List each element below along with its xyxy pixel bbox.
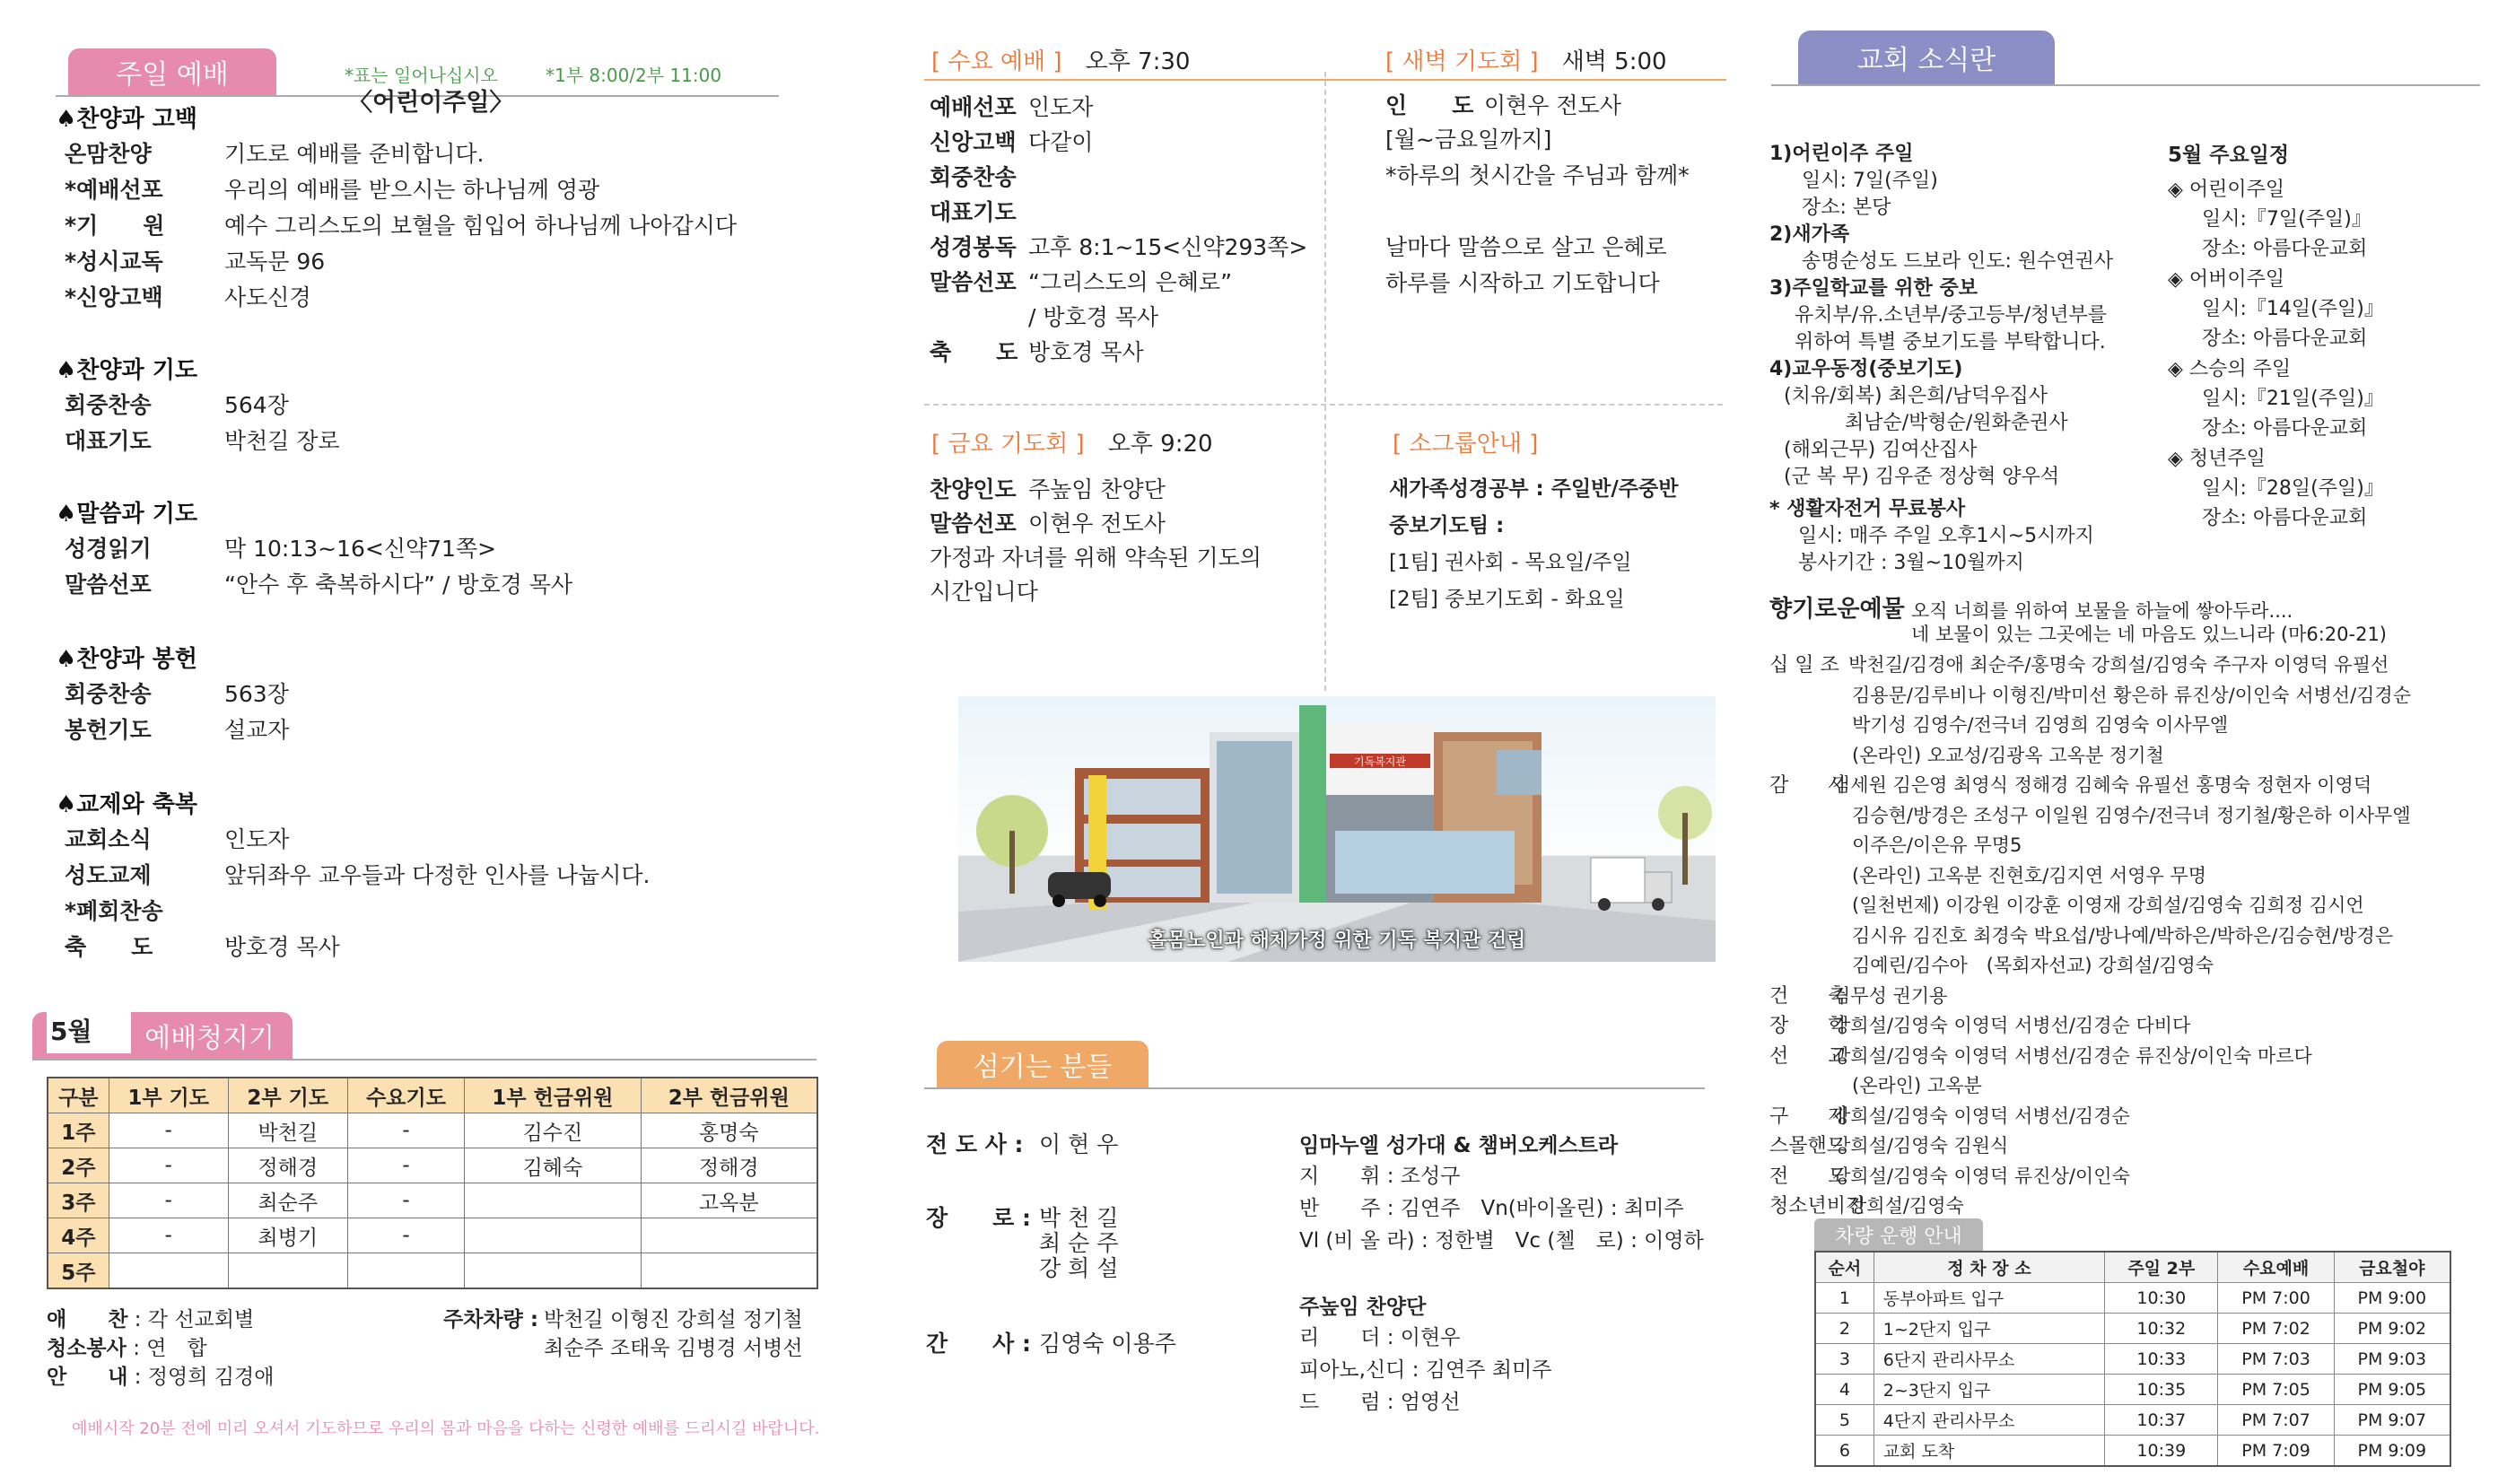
wed-order-label: 회중찬송 [930,164,1017,190]
roster-cell: - [347,1148,465,1183]
car-cell: 1~2단지 입구 [1874,1314,2104,1344]
roster-row [48,1113,817,1148]
wed-order-row [930,160,1028,192]
order-row [65,423,340,456]
roster-cell: 최병기 [228,1218,347,1253]
roster-row [48,1183,817,1218]
order-row [65,136,485,169]
roster-cell [228,1253,347,1289]
order-row [65,822,289,854]
car-header: 순서 [1815,1252,1874,1283]
news-rule [1771,84,2480,86]
order-value: 교독문 96 [224,249,326,275]
offering-verse-2: 네 보물이 있는 그곳에는 네 마음도 있느니라 (마6:20-21) [1911,624,2388,645]
offering-names: (온라인) 고옥분 [1852,1075,1982,1096]
car-cell: 동부아파트 입구 [1874,1283,2104,1314]
schedule-date: 일시:『7일(주일)』 [2202,208,2371,231]
dawn-title: [ 새벽 기도회 ] 새벽 5:00 [1385,48,1667,75]
wed-rule [924,79,1726,81]
car-cell: 6 [1815,1436,1874,1467]
dawn-line: 하루를 시작하고 기도합니다 [1385,270,1660,296]
schedule-place: 장소: 아름다운교회 [2202,507,2368,529]
car-header: 주일 2부 [2105,1252,2218,1283]
roster-table [47,1077,818,1289]
wed-order-row [930,265,1232,297]
car-row [1815,1344,2450,1375]
order-value: 564장 [224,392,289,418]
wed-order-value: 다같이 [1028,129,1094,155]
order-value: “안수 후 축복하시다” / 방호경 목사 [224,572,573,598]
order-row [65,244,325,276]
roster-cell: - [109,1183,228,1218]
fri-title: [ 금요 기도회 ] 오후 9:20 [931,431,1213,458]
offering-names: 김시유 김진호 최경숙 박요섭/방나예/박하은/박하은/김승현/방경은 [1852,924,2394,947]
choir-row: 애 찬 : 각 선교회별 [47,1308,255,1331]
offering-names: 강희설/김영숙 김원식 [1832,1135,2009,1157]
wed-order-label: 대표기도 [930,199,1017,225]
order-value: 설교자 [224,717,290,743]
offering-category: 장 학 [1769,1015,1847,1037]
fri-order-label: 말씀선포 [930,511,1017,537]
wed-order-label: 예배선포 [930,94,1017,120]
car-cell: 1 [1815,1283,1874,1314]
schedule-place: 장소: 아름다운교회 [2202,238,2368,260]
schedule-name: ◈ 스승의 주일 [2168,358,2292,380]
roster-cell: - [109,1218,228,1253]
order-value: 방호경 목사 [224,934,340,960]
wed-order-row [930,300,1158,332]
roster-cell: 1주 [48,1113,109,1148]
roster-cell: 5주 [48,1253,109,1289]
news-item-line: (치유/회복) 최은희/남덕우집사 [1784,385,2048,407]
roster-pill: 예배청지기 [32,1012,293,1059]
order-label: *폐회찬송 [65,898,163,924]
order-label: *예배선포 [65,177,163,203]
fri-order-label: 찬양인도 [930,476,1017,502]
order-label: 대표기도 [65,428,152,454]
elder-name: 강 희 설 [1039,1255,1119,1281]
car-cell: 6단지 관리사무소 [1874,1344,2104,1375]
car-cell: PM 7:02 [2218,1314,2334,1344]
fri-line: 가정과 자녀를 위해 약속된 기도의 [930,545,1262,571]
order-value: 563장 [224,681,289,707]
order-row [65,712,289,745]
offering-names: 강희설/김영숙 이영덕 서병선/김경순 류진상/이인숙 마르다 [1832,1044,2312,1067]
order-label: 교회소식 [65,826,152,852]
section-title: ♠찬양과 봉헌 [56,646,197,673]
roster-cell [465,1218,641,1253]
praise-line: 리 더 : 이현우 [1299,1326,1461,1349]
car-row [1815,1283,2450,1314]
offering-names: 박기성 김영수/전극녀 김영희 김영숙 이사무엘 [1852,714,2229,736]
roster-cell [465,1253,641,1289]
offering-names: (온라인) 오교성/김광옥 고옥분 정기철 [1852,744,2164,766]
dawn-line: 날마다 말씀으로 살고 은혜로 [1385,234,1667,260]
mid-horizontal-divider [924,404,1723,406]
fri-order-row [930,506,1166,538]
order-value: 박천길 장로 [224,428,340,454]
small-group-title: [ 소그룹안내 ] [1393,431,1539,458]
order-label: 봉헌기도 [65,717,152,743]
offering-names: 강희설/김영숙 이영덕 서병선/김경순 다비다 [1832,1015,2191,1036]
choir-line: 반 주 : 김연주 Vn(바이올린) : 최미주 [1299,1197,1684,1220]
order-row [65,388,289,420]
small-group-line: 중보기도팀 : [1389,514,1505,537]
bike-title: * 생활자전거 무료봉사 [1769,498,1966,520]
offering-names: (온라인) 고옥분 진현호/김지연 서영우 무명 [1852,864,2207,886]
wed-order-value: 인도자 [1028,94,1094,120]
fri-order-value: 이현우 전도사 [1028,511,1166,537]
section-title: ♠말씀과 기도 [56,501,197,528]
order-label: *기 원 [65,213,165,239]
offering-names: 김용문/김루비나 이형진/박미선 황은하 류진상/이인숙 서병선/김경순 [1852,684,2412,706]
wed-order-row [930,90,1093,122]
service-time-note: *1부 8:00/2부 11:00 [546,65,722,86]
order-value: 막 10:13~16<신약71쪽> [224,536,497,562]
section-title: ♠찬양과 기도 [56,357,197,384]
order-label: 축 도 [65,934,153,960]
car-cell: PM 9:09 [2334,1436,2450,1467]
small-group-line: [1팀] 권사회 - 목요일/주일 [1389,551,1632,574]
preacher-row: 전 도 사 : 이 현 우 [926,1131,1119,1157]
offering-names: 김세원 김은영 최영식 정해경 김혜숙 유필선 홍명숙 정현자 이영덕 [1832,774,2372,796]
order-row [65,531,496,563]
car-cell: PM 7:09 [2218,1436,2334,1467]
roster-cell: 정해경 [641,1148,817,1183]
roster-cell: 김수진 [465,1113,641,1148]
roster-cell: 4주 [48,1218,109,1253]
servers-rule [924,1087,1705,1089]
elder-name: 박 천 길 [1039,1205,1119,1231]
building-sign-text: 기독복지관 [1354,755,1406,768]
car-cell: PM 7:07 [2218,1405,2334,1436]
stand-note: *표는 일어나십시오 [345,65,498,86]
mid-vertical-divider [1324,72,1326,691]
roster-header: 2부 헌금위원 [641,1078,817,1113]
order-row [65,858,650,890]
news-item-line: 일시: 7일(주일) [1802,170,1938,192]
small-group-line: 새가족성경공부 : 주일반/주중반 [1389,477,1679,501]
order-value: 앞뒤좌우 교우들과 다정한 인사를 나눕시다. [224,862,651,888]
roster-cell [465,1183,641,1218]
car-cell: 4 [1815,1375,1874,1405]
car-row [1815,1405,2450,1436]
news-item-line: (군 복 무) 김우준 정상혁 양우석 [1784,466,2060,488]
news-pill: 교회 소식란 [1798,31,2055,84]
wed-order-label: 말씀선포 [930,269,1017,295]
order-value: 사도신경 [224,284,311,310]
praise-line: 피아노,신디 : 김연주 최미주 [1299,1358,1552,1382]
roster-header: 1부 헌금위원 [465,1078,641,1113]
schedule-title: 5월 주요일정 [2168,144,2290,167]
car-cell: PM 9:03 [2334,1344,2450,1375]
childrens-day-subtitle: 〈어린이주일〉 [348,89,514,117]
order-row [65,567,572,599]
car-row [1815,1375,2450,1405]
schedule-name: ◈ 청년주일 [2168,448,2266,470]
schedule-date: 일시:『21일(주일)』 [2202,388,2384,410]
news-item-line: 송명순성도 드보라 인도: 원수연권사 [1802,250,2114,273]
news-item-title: 3)주일학교를 위한 중보 [1769,277,1978,300]
roster-cell: 홍명숙 [641,1113,817,1148]
schedule-place: 장소: 아름다운교회 [2202,327,2368,350]
wed-order-label: 축 도 [930,339,1018,365]
wed-order-row [930,195,1028,227]
wed-order-label: 성경봉독 [930,234,1017,260]
roster-cell: 김혜숙 [465,1148,641,1183]
wed-order-row [930,125,1093,157]
car-cell: 10:35 [2105,1375,2218,1405]
car-cell: PM 9:00 [2334,1283,2450,1314]
offering-category: 건 축 [1769,984,1847,1008]
dawn-line: [월~금요일까지] [1385,127,1552,153]
dawn-line: *하루의 첫시간을 주님과 함께* [1385,162,1690,188]
car-cell: PM 7:03 [2218,1344,2334,1375]
offering-names: 강희설/김영숙 이영덕 류진상/이인숙 [1832,1165,2130,1187]
car-cell: 2~3단지 입구 [1874,1375,2104,1405]
car-header: 금요철야 [2334,1252,2450,1283]
fri-order-value: 주높임 찬양단 [1028,476,1166,502]
clean-row: 청소봉사 : 연 합 [47,1337,207,1360]
offering-names: 박천길/김경애 최순주/홍명숙 강희설/김영숙 주구자 이영덕 유필선 [1848,654,2389,676]
bike-line: 봉사기간 : 3월~10월까지 [1798,552,2024,574]
deacons-row: 간 사 : 김영숙 이용주 [926,1331,1176,1357]
month-box: 5월 [47,1012,131,1053]
news-item-title: 4)교우동정(중보기도) [1769,358,1963,380]
order-label: 성경읽기 [65,536,152,562]
elder-name: 최 순 주 [1039,1230,1119,1256]
building-illustration [958,696,1716,962]
elders-label: 장 로 : [926,1205,1032,1231]
order-row [65,930,340,962]
roster-header: 구분 [48,1078,109,1113]
order-label: *성시교독 [65,249,163,275]
offering-names: 이주은/이은유 무명5 [1852,834,2022,856]
order-value: 우리의 예배를 받으시는 하나님께 영광 [224,177,600,203]
roster-header: 2부 기도 [228,1078,347,1113]
roster-cell: 3주 [48,1183,109,1218]
offering-names: 강희설/김영숙 이영덕 서병선/김경순 [1832,1104,2130,1127]
roster-cell: 박천길 [228,1113,347,1148]
roster-row [48,1253,817,1289]
offering-names: 김승현/방경은 조성구 이일원 김영수/전극녀 정기철/황은하 이사무엘 [1852,804,2411,826]
car-cell: 2 [1815,1314,1874,1344]
choir-title: 임마누엘 성가대 & 챔버오케스트라 [1299,1134,1619,1157]
image-caption: 홀몸노인과 해체가정 위한 기독 복지관 건립 [1148,930,1526,952]
roster-cell: - [347,1218,465,1253]
wed-order-value: / 방호경 목사 [1028,304,1159,330]
car-cell: 3 [1815,1344,1874,1375]
offering-verse-1: 오직 너희를 위하여 보물을 하늘에 쌓아두라.... [1911,600,2293,622]
roster-cell: 고옥분 [641,1183,817,1218]
roster-cell: - [347,1113,465,1148]
fri-line: 시간입니다 [930,579,1038,605]
order-row [65,280,311,312]
section-title: ♠교제와 축복 [56,791,197,818]
order-row [65,894,224,926]
bike-line: 일시: 매주 주일 오후1시~5시까지 [1798,525,2094,547]
news-item-line: 유치부/유.소년부/중고등부/청년부를 [1795,304,2108,327]
order-label: *신앙고백 [65,284,163,310]
order-label: 온맘찬양 [65,141,152,167]
car-schedule-table [1814,1251,2451,1467]
schedule-name: ◈ 어버이주일 [2168,268,2285,291]
order-row [65,208,737,240]
order-label: 회중찬송 [65,392,152,418]
order-row [65,677,289,709]
offering-names: 김무성 권기용 [1832,984,1948,1007]
welfare-center-image [958,696,1716,962]
guide-row: 안 내 : 정영희 김경애 [47,1366,275,1389]
schedule-date: 일시:『28일(주일)』 [2202,477,2384,500]
roster-cell [641,1218,817,1253]
news-item-title: 2)새가족 [1769,223,1850,246]
car-row [1815,1436,2450,1467]
schedule-date: 일시:『14일(주일)』 [2202,298,2384,320]
car-cell: 4단지 관리사무소 [1874,1405,2104,1436]
roster-cell: 정해경 [228,1148,347,1183]
offering-category: 스몰핸드 [1769,1135,1847,1157]
order-label: 말씀선포 [65,572,152,598]
roster-cell: - [109,1148,228,1183]
offering-category: 전 도 [1769,1165,1847,1188]
praise-title: 주높임 찬양단 [1299,1296,1427,1319]
wed-order-value: 고후 8:1~15<신약293쪽> [1028,234,1308,260]
news-item-title: 1)어린이주 주일 [1769,143,1914,165]
dawn-leader: 인 도 이현우 전도사 [1385,92,1621,118]
roster-cell [347,1253,465,1289]
schedule-place: 장소: 아름다운교회 [2202,417,2368,440]
order-label: 성도교제 [65,862,152,888]
car-header: 수요예배 [2218,1252,2334,1283]
wed-order-value: 방호경 목사 [1028,339,1144,365]
offering-names: 강희설/김영숙 [1848,1195,1964,1217]
roster-row [48,1148,817,1183]
schedule-name: ◈ 어린이주일 [2168,179,2285,201]
car-cell: 10:33 [2105,1344,2218,1375]
roster-cell: - [347,1183,465,1218]
roster-header: 1부 기도 [109,1078,228,1113]
wed-order-label: 신앙고백 [930,129,1017,155]
small-group-line: [2팀] 중보기도회 - 화요일 [1389,588,1625,611]
car-cell: 10:39 [2105,1436,2218,1467]
footer-note: 예배시작 20분 전에 미리 오셔서 기도하므로 우리의 몸과 마음을 다하는 신령한 예배를 드리시길 바랍니다. [72,1419,820,1438]
choir-line: Vl (비 올 라) : 정한별 Vc (첼 로) : 이영하 [1299,1229,1704,1253]
parking-line-1: 박천길 이형진 강희설 정기철 [544,1308,803,1331]
news-item-line: (해외근무) 김여산집사 [1784,439,1978,461]
order-label: 회중찬송 [65,681,152,707]
offering-title: 향기로운예물 [1769,596,1905,623]
news-item-line: 최남순/박형순/원화춘권사 [1845,412,2068,434]
wed-order-row [930,335,1144,367]
car-cell: 10:30 [2105,1283,2218,1314]
car-cell: PM 9:02 [2334,1314,2450,1344]
roster-cell [109,1253,228,1289]
servers-pill: 섬기는 분들 [937,1041,1149,1087]
roster-cell: 최순주 [228,1183,347,1218]
news-item-line: 위하여 특별 중보기도를 부탁합니다. [1795,331,2106,354]
car-header: 정 차 장 소 [1874,1252,2104,1283]
car-cell: 10:32 [2105,1314,2218,1344]
offering-category: 구 제 [1769,1104,1847,1128]
offering-category: 십 일 조 [1769,654,1839,677]
news-item-line: 장소: 본당 [1802,196,1891,219]
roster-cell: - [109,1113,228,1148]
offering-names: 김예린/김수아 (목회자선교) 강희설/김영숙 [1852,955,2214,976]
roster-rule [32,1059,817,1061]
car-cell: 10:37 [2105,1405,2218,1436]
wed-order-row [930,230,1307,262]
order-value: 인도자 [224,826,290,852]
offering-names: (일천번제) 이강원 이강훈 이영재 강희설/김영숙 김희정 김시언 [1852,895,2364,916]
offering-category: 청소년비전 [1769,1195,1865,1218]
car-cell: PM 9:07 [2334,1405,2450,1436]
car-cell: 교회 도착 [1874,1436,2104,1467]
car-row [1815,1314,2450,1344]
car-cell: PM 7:00 [2218,1283,2334,1314]
car-title-pill: 차량 운행 안내 [1814,1218,1983,1251]
offering-category: 감 사 [1769,774,1847,797]
fri-order-row [930,472,1166,504]
parking-line-2: 최순주 조태욱 김병경 서병선 [544,1337,803,1360]
car-cell: PM 7:05 [2218,1375,2334,1405]
wed-title: [ 수요 예배 ] 오후 7:30 [931,48,1191,75]
order-value: 기도로 예배를 준비합니다. [224,141,485,167]
offering-category: 선 교 [1769,1044,1847,1068]
order-value: 예수 그리스도의 보혈을 힘입어 하나님께 나아갑시다 [224,213,738,239]
roster-cell: 2주 [48,1148,109,1183]
choir-line: 지 휘 : 조성구 [1299,1165,1461,1188]
car-cell: PM 9:05 [2334,1375,2450,1405]
roster-row [48,1218,817,1253]
praise-line: 드 럼 : 엄영선 [1299,1391,1461,1414]
wed-order-value: “그리스도의 은혜로” [1028,269,1233,295]
car-cell: 5 [1815,1405,1874,1436]
roster-header: 수요기도 [347,1078,465,1113]
parking-label: 주차차량 : [443,1308,539,1331]
section-title: ♠찬양과 고백 [56,106,197,133]
sunday-worship-pill: 주일 예배 [68,48,276,95]
roster-cell [641,1253,817,1289]
order-row [65,172,599,205]
